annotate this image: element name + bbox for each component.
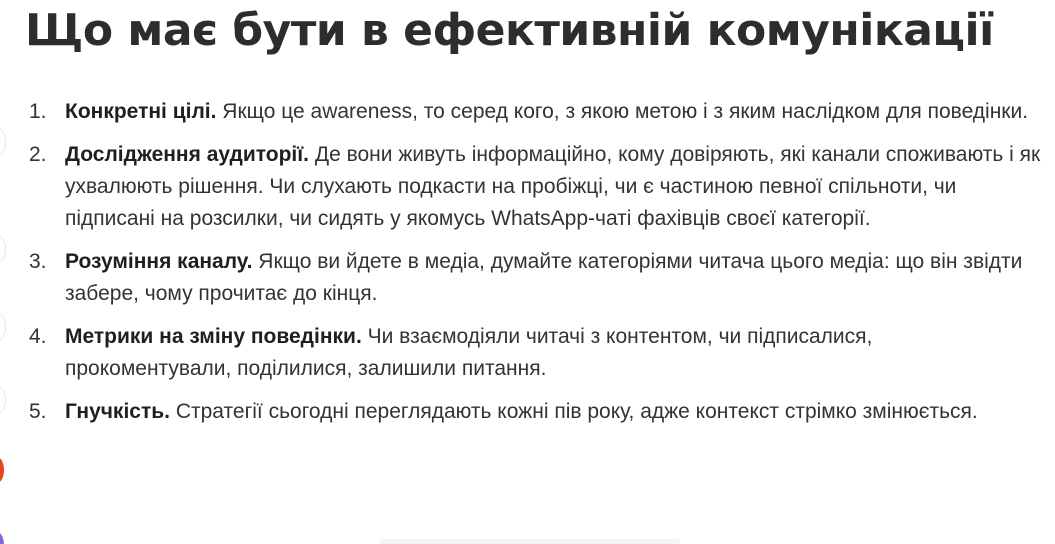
list-item-goals <box>0 96 1055 128</box>
list-number: 1. <box>29 100 47 123</box>
page-title: Що має бути в ефективній комунікації <box>25 5 994 56</box>
list-item-flexibility <box>0 396 1055 428</box>
list-item-audience <box>0 139 1055 235</box>
bottom-divider <box>380 539 680 544</box>
item-lead: Конкретні цілі. <box>65 100 217 123</box>
item-lead: Дослідження аудиторії. <box>65 143 310 166</box>
item-lead: Розуміння каналу. <box>65 250 253 273</box>
item-text: Якщо це awareness, то серед кого, з якою метою і з яким наслідком для поведінки. <box>216 100 1029 123</box>
item-lead: Метрики на зміну поведінки. <box>65 325 362 348</box>
list-item-channel <box>0 246 1055 310</box>
item-text: Якщо ви йдете в медіа, думайте категоріями читача цього медіа: що він звідти забере, чому прочитає до кінця. <box>65 250 1023 305</box>
list-item-metrics <box>0 321 1055 385</box>
list-number: 5. <box>29 400 47 423</box>
side-decoration-accent <box>0 457 4 483</box>
list-number: 4. <box>29 325 47 348</box>
side-decoration-accent <box>0 532 4 544</box>
item-lead: Гнучкість. <box>65 400 170 423</box>
item-text: Стратегії сьогодні переглядають кожні пів року, адже контекст стрімко змінюється. <box>170 400 978 423</box>
list-number: 3. <box>29 250 47 273</box>
list-number: 2. <box>29 143 47 166</box>
item-text: Де вони живуть інформаційно, кому довіряють, які канали споживають і як ухвалюють рішення. Чи слухають подкасти на пробіжці, чи є частиною певної спільноти, чи підписані на розсилки, чи сидять у якомусь WhatsApp-чаті фахівців своєї категорії. <box>65 143 1041 230</box>
item-text: Чи взаємодіяли читачі з контентом, чи підписалися, прокоментували, поділилися, залишили питання. <box>65 325 873 380</box>
numbered-list <box>0 96 1055 439</box>
